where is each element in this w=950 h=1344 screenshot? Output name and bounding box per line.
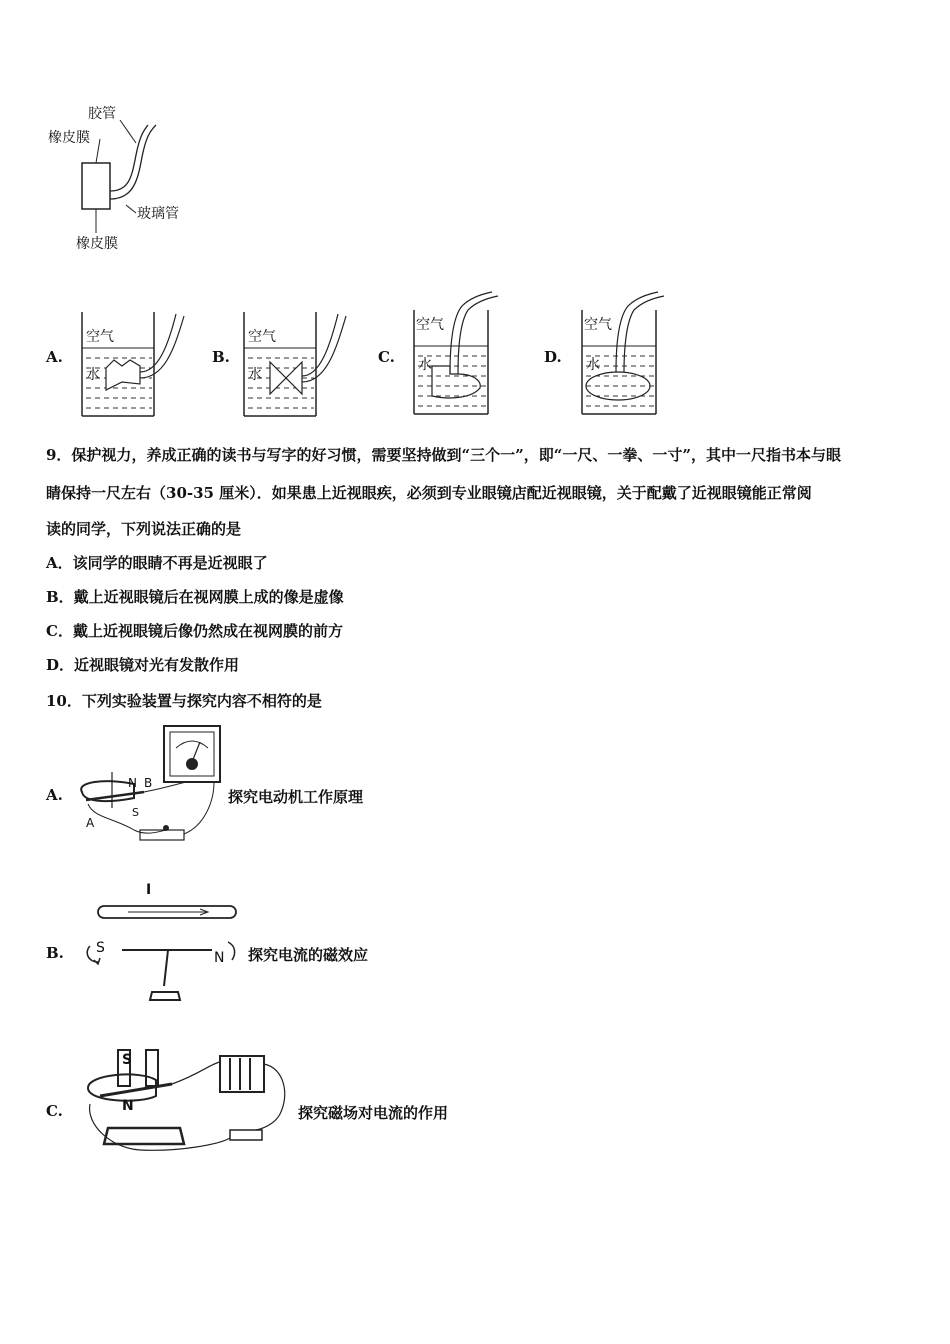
q10-a-label-n: N xyxy=(128,776,137,790)
q10-option-c-text: 探究磁场对电流的作用 xyxy=(298,1104,449,1122)
q10-c-label-s: S xyxy=(122,1052,133,1068)
q8-c-air-label: 空气 xyxy=(416,317,444,333)
q9-stem-line3: 读的同学，下列说法正确的是 xyxy=(46,520,242,538)
q8-option-c-figure xyxy=(410,288,530,418)
q10-option-c-figure xyxy=(80,1044,295,1160)
q8-option-d-figure xyxy=(578,288,698,418)
membrane-bottom-label: 橡皮膜 xyxy=(76,236,118,252)
q9-stem-line2: 睛保持一尺左右（30-35 厘米）．如果患上近视眼疾，必须到专业眼镜店配近视眼镜，关于配戴了近视眼镜能正常阅 xyxy=(46,484,812,502)
q10-b-label-n: N xyxy=(214,950,225,966)
q8-b-water-label: 水 xyxy=(248,367,262,383)
q10-option-b-figure xyxy=(80,880,240,1010)
q8-a-water-label: 水 xyxy=(86,367,100,383)
q10-stem: 10．下列实验装置与探究内容不相符的是 xyxy=(46,692,322,710)
q8-d-water-label: 水 xyxy=(586,357,600,373)
q8-d-air-label: 空气 xyxy=(584,317,612,333)
q9-option-b: B．戴上近视眼镜后在视网膜上成的像是虚像 xyxy=(46,588,344,606)
q8-option-b-figure xyxy=(240,306,360,418)
q10-option-a-letter: A. xyxy=(46,786,63,804)
q8-option-a-letter: A. xyxy=(46,348,63,366)
q8-c-water-label: 水 xyxy=(418,357,432,373)
q8-option-d-letter: D. xyxy=(544,348,562,366)
q9-option-a: A．该同学的眼睛不再是近视眼了 xyxy=(46,554,268,572)
q8-a-air-label: 空气 xyxy=(86,329,114,345)
q10-a-label-a: A xyxy=(86,816,95,830)
q10-b-label-i: I xyxy=(146,882,152,898)
q10-option-c-letter: C. xyxy=(46,1102,63,1120)
q8-option-a-figure xyxy=(78,306,198,418)
hose-label: 胶管 xyxy=(88,106,116,122)
q9-stem-line1: 9．保护视力，养成正确的读书与写字的好习惯，需要坚持做到“三个一”，即“一尺、一拳、一寸”，其中一尺指书本与眼 xyxy=(46,446,841,464)
q10-option-a-text: 探究电动机工作原理 xyxy=(228,788,364,806)
glass-tube-label: 玻璃管 xyxy=(137,206,179,222)
q10-c-label-n: N xyxy=(122,1098,134,1114)
q8-option-c-letter: C. xyxy=(378,348,395,366)
q10-b-label-s: S xyxy=(96,940,105,956)
membrane-top-label: 橡皮膜 xyxy=(48,130,90,146)
device-figure-drawing xyxy=(40,95,200,255)
q10-a-label-s: S xyxy=(132,806,139,819)
q10-option-a-figure xyxy=(74,722,224,852)
q8-option-b-letter: B. xyxy=(212,348,230,366)
device-figure xyxy=(40,95,200,255)
q8-b-air-label: 空气 xyxy=(248,329,276,345)
q10-option-b-letter: B. xyxy=(46,944,64,962)
q10-a-label-b: B xyxy=(144,776,153,790)
q9-option-d: D．近视眼镜对光有发散作用 xyxy=(46,656,240,674)
q9-option-c: C．戴上近视眼镜后像仍然成在视网膜的前方 xyxy=(46,622,343,640)
q10-option-b-text: 探究电流的磁效应 xyxy=(248,946,369,964)
